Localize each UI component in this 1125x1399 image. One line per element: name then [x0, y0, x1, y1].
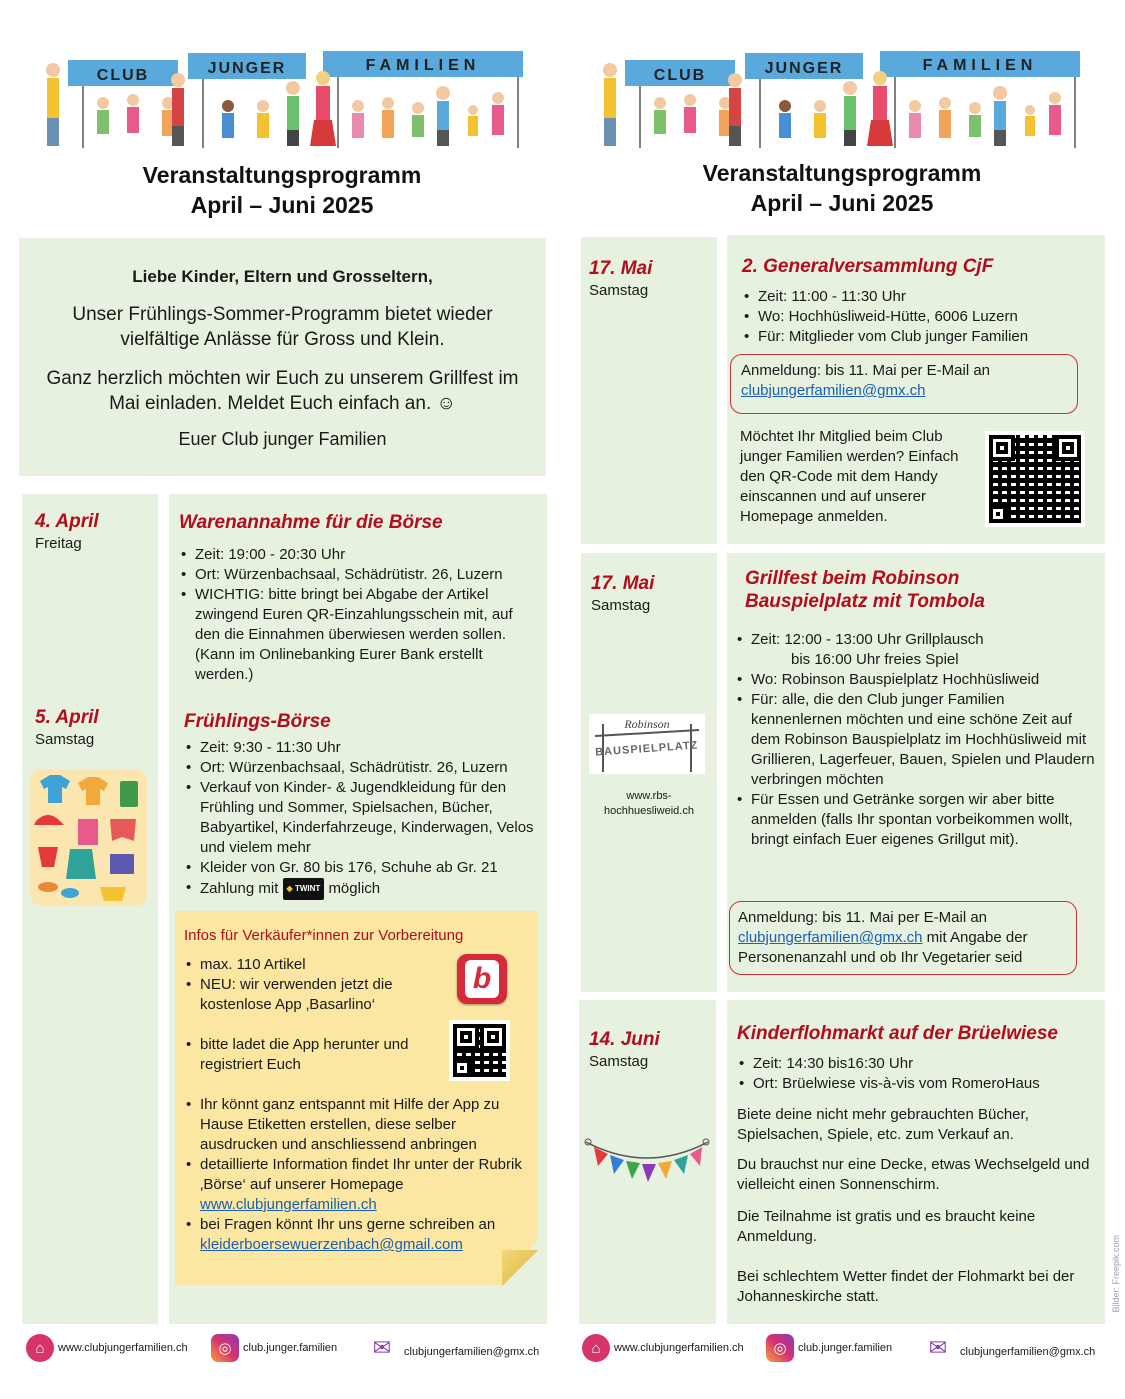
- image-credit: Bilder: Freepik.com: [1111, 1235, 1121, 1313]
- club-logo: [38, 48, 528, 148]
- event5-date: 14. Juni: [589, 1029, 660, 1050]
- footer-instagram-text: club.junger.familien: [798, 1342, 893, 1354]
- event3-date-panel: [581, 237, 717, 544]
- event1-bullets: [179, 545, 539, 685]
- event2-bullets: [184, 738, 544, 900]
- footer-instagram-text: club.junger.familien: [243, 1342, 338, 1354]
- club-logo-right: [595, 48, 1085, 148]
- list-item: • Ort: Würzenbachsaal, Schädrütistr. 26, Luzern: [184, 758, 544, 778]
- event3-title: 2. Generalversammlung CjF: [742, 256, 994, 277]
- info-text: detaillierte Information findet Ihr unter der Rubrik ‚Börse‘ auf unserer Homepage: [200, 1156, 522, 1193]
- event4-date-panel: [581, 553, 717, 992]
- time-line1: • Zeit: 12:00 - 13:00 Uhr Grillplausch: [751, 631, 984, 648]
- home-icon: ⌂: [26, 1334, 54, 1362]
- page-title-right: [582, 158, 1102, 218]
- twint-label: TWINT: [294, 884, 321, 893]
- list-item: • Für: Mitglieder vom Club junger Familien: [742, 327, 1102, 347]
- list-item: • Für: alle, die den Club junger Familien kennenlernen möchten und eine schöne Zeit auf dem Robinson Bauspielplatz im Hochhüsliweid mit Grillieren, Lagerfeuer, Bauen, Spielen und Plaudern verbringen möchten: [735, 690, 1097, 790]
- list-item: • Zeit: 14:30 bis16:30 Uhr: [737, 1054, 1103, 1074]
- contact-text: bei Fragen könnt Ihr uns gerne schreiben an: [200, 1216, 496, 1233]
- sign-word2: BAUSPIELPLATZ: [594, 739, 699, 759]
- title-line1: Veranstaltungsprogramm: [142, 162, 422, 188]
- membership-text: Möchtet Ihr Mitglied beim Club junger Familien werden? Einfach den QR-Code mit dem Handy einscannen und auf unserer Homepage anmelden.: [740, 428, 959, 525]
- title-line1: Veranstaltungsprogramm: [702, 160, 982, 186]
- intro-panel: [19, 238, 546, 476]
- membership-qr-code-icon[interactable]: [985, 431, 1085, 527]
- event5-para2: Du brauchst nur eine Decke, etwas Wechselgeld und vielleicht einen Sonnenschirm.: [737, 1156, 1090, 1193]
- list-item: • Ort: Würzenbachsaal, Schädrütistr. 26, Luzern: [179, 565, 539, 585]
- list-item: • Zeit: 19:00 - 20:30 Uhr: [179, 545, 539, 565]
- payment-suffix: möglich: [328, 880, 381, 897]
- footer-website-right[interactable]: [582, 1334, 744, 1362]
- footer-instagram-right[interactable]: [766, 1334, 892, 1362]
- registration-text2: mit Angabe der Personenanzahl und ob Ihr Vegetarier seid: [738, 929, 1028, 966]
- intro-para1: Unser Frühlings-Sommer-Programm bietet wieder vielfältige Anlässe für Gross und Klein.: [72, 304, 493, 350]
- event2-day: Samstag: [35, 731, 95, 748]
- list-item: • max. 110 Artikel: [184, 955, 524, 975]
- event4-registration-box: [729, 901, 1077, 975]
- bunting-icon: [582, 1134, 712, 1194]
- left-date-column: [22, 494, 158, 1324]
- footer-email-right[interactable]: [920, 1334, 1095, 1362]
- event2-title: Frühlings-Börse: [184, 711, 331, 732]
- title-line2: April – Juni 2025: [190, 192, 374, 218]
- event4-title-line2: Bauspielplatz mit Tombola: [745, 591, 985, 612]
- event4-email-link[interactable]: clubjungerfamilien@gmx.ch: [738, 929, 923, 946]
- twint-logo: ◆ TWINT: [283, 878, 325, 900]
- basarlino-app-icon: [457, 954, 507, 1004]
- logo-word-familien: FAMILIEN: [922, 57, 1038, 74]
- page-title-left: [22, 160, 542, 220]
- logo-word-club: CLUB: [653, 67, 707, 84]
- list-item: [184, 1215, 524, 1255]
- event5-day: Samstag: [589, 1053, 649, 1070]
- event4-content-panel: [727, 553, 1105, 992]
- basarlino-qr-code-icon[interactable]: [449, 1020, 510, 1081]
- sticky-fold: [502, 1250, 538, 1286]
- email-icon: ✉: [928, 1335, 948, 1360]
- registration-text: Anmeldung: bis 11. Mai per E-Mail an: [741, 362, 991, 379]
- instagram-icon: ◎: [211, 1334, 239, 1362]
- event5-content-panel: [727, 1000, 1105, 1324]
- event5-date-panel: [579, 1000, 716, 1324]
- list-item: • WICHTIG: bitte bringt bei Abgabe der Artikel zwingend Euren QR-Einzahlungsschein mit, auf den die Einnahmen überwiesen werden sollen. (Kann im Onlinebanking Eurer Bank erstellt werden.): [179, 585, 539, 685]
- list-item: • bitte ladet die App herunter und registriert Euch: [184, 1035, 442, 1075]
- list-item: • NEU: wir verwenden jetzt die kostenlose App ‚Basarlino‘: [184, 975, 424, 1015]
- payment-prefix: Zahlung mit: [200, 880, 279, 897]
- title-line2: April – Juni 2025: [750, 190, 934, 216]
- footer-website-text: www.clubjungerfamilien.ch: [58, 1342, 188, 1354]
- boerse-email-link[interactable]: kleiderboersewuerzenbach@gmail.com: [200, 1236, 463, 1253]
- homepage-link[interactable]: www.clubjungerfamilien.ch: [200, 1196, 377, 1213]
- event4-day: Samstag: [591, 597, 651, 614]
- event4-title-line1: Grillfest beim Robinson: [745, 568, 960, 589]
- intro-greeting: Liebe Kinder, Eltern und Grosseltern,: [132, 267, 433, 286]
- intro-para2: Ganz herzlich möchten wir Euch zu unserem Grillfest im Mai einladen. Meldet Euch einfach an. ☺: [46, 368, 519, 414]
- email-icon: ✉: [372, 1335, 392, 1360]
- list-item: • Kleider von Gr. 80 bis 176, Schuhe ab Gr. 21: [184, 858, 544, 878]
- list-item: [184, 878, 544, 900]
- event3-date: 17. Mai: [589, 258, 653, 279]
- rbs-website[interactable]: [581, 789, 717, 819]
- footer-website-left[interactable]: [26, 1334, 188, 1362]
- rbs-site-line1: www.rbs-: [626, 790, 672, 802]
- event1-day: Freitag: [35, 535, 82, 552]
- list-item: • Ihr könnt ganz entspannt mit Hilfe der App zu Hause Etiketten erstellen, diese selber ausdrucken und anschliessend anbringen: [184, 1095, 524, 1155]
- event5-para1: Biete deine nicht mehr gebrauchten Bücher, Spielsachen, Spiele, etc. zum Verkauf an.: [737, 1106, 1029, 1143]
- event5-title: Kinderflohmarkt auf der Brüelwiese: [737, 1023, 1058, 1044]
- intro-signoff: Euer Club junger Familien: [178, 429, 387, 449]
- list-item: [735, 630, 1097, 670]
- event3-registration-box: [730, 354, 1078, 414]
- list-item: • Wo: Hochhüsliweid-Hütte, 6006 Luzern: [742, 307, 1102, 327]
- logo-word-junger: JUNGER: [207, 60, 287, 77]
- logo-word-junger: JUNGER: [764, 60, 844, 77]
- event3-email-link[interactable]: clubjungerfamilien@gmx.ch: [741, 382, 926, 399]
- footer-instagram-left[interactable]: [211, 1334, 337, 1362]
- event1-date: 4. April: [35, 511, 99, 532]
- home-icon: ⌂: [582, 1334, 610, 1362]
- footer-email-left[interactable]: [364, 1334, 539, 1362]
- event2-date: 5. April: [35, 707, 99, 728]
- sellers-heading: Infos für Verkäufer*innen zur Vorbereitung: [184, 927, 464, 944]
- logo-word-club: CLUB: [96, 67, 150, 84]
- logo-word-familien: FAMILIEN: [365, 57, 481, 74]
- footer-email-text: clubjungerfamilien@gmx.ch: [404, 1346, 540, 1358]
- event3-content-panel: [727, 235, 1105, 544]
- list-item: • Zeit: 11:00 - 11:30 Uhr: [742, 287, 1102, 307]
- event5-para4: Bei schlechtem Wetter findet der Flohmarkt bei der Johanneskirche statt.: [737, 1268, 1075, 1305]
- rbs-site-line2: hochhuesliweid.ch: [604, 805, 694, 817]
- app-letter: b: [465, 960, 499, 998]
- list-item: • Verkauf von Kinder- & Jugendkleidung für den Frühling und Sommer, Spielsachen, Bücher, Babyartikel, Kinderfahrzeuge, Kinderwagen, Velos und vielem mehr: [184, 778, 544, 858]
- event4-date: 17. Mai: [591, 573, 655, 594]
- list-item: • Zeit: 9:30 - 11:30 Uhr: [184, 738, 544, 758]
- event3-day: Samstag: [589, 282, 649, 299]
- list-item: • Für Essen und Getränke sorgen wir aber bitte anmelden (falls Ihr spontan vorbeikommen wollt, bringt einfach Euer eigenes Grillgut mit).: [735, 790, 1097, 850]
- time-line2: bis 16:00 Uhr freies Spiel: [791, 651, 959, 668]
- footer-email-text: clubjungerfamilien@gmx.ch: [960, 1346, 1096, 1358]
- event1-title: Warenannahme für die Börse: [179, 512, 443, 533]
- list-item: [184, 1155, 524, 1215]
- clothes-icon: [30, 769, 147, 906]
- instagram-icon: ◎: [766, 1334, 794, 1362]
- sign-word1: Robinson: [624, 717, 670, 731]
- list-item: • Ort: Brüelwiese vis-à-vis vom RomeroHaus: [737, 1074, 1103, 1094]
- robinson-sign-icon: [589, 714, 705, 774]
- footer-website-text: www.clubjungerfamilien.ch: [614, 1342, 744, 1354]
- registration-text: Anmeldung: bis 11. Mai per E-Mail an: [738, 909, 988, 926]
- event5-para3: Die Teilnahme ist gratis und es braucht keine Anmeldung.: [737, 1208, 1036, 1245]
- list-item: • Wo: Robinson Bauspielplatz Hochhüsliweid: [735, 670, 1097, 690]
